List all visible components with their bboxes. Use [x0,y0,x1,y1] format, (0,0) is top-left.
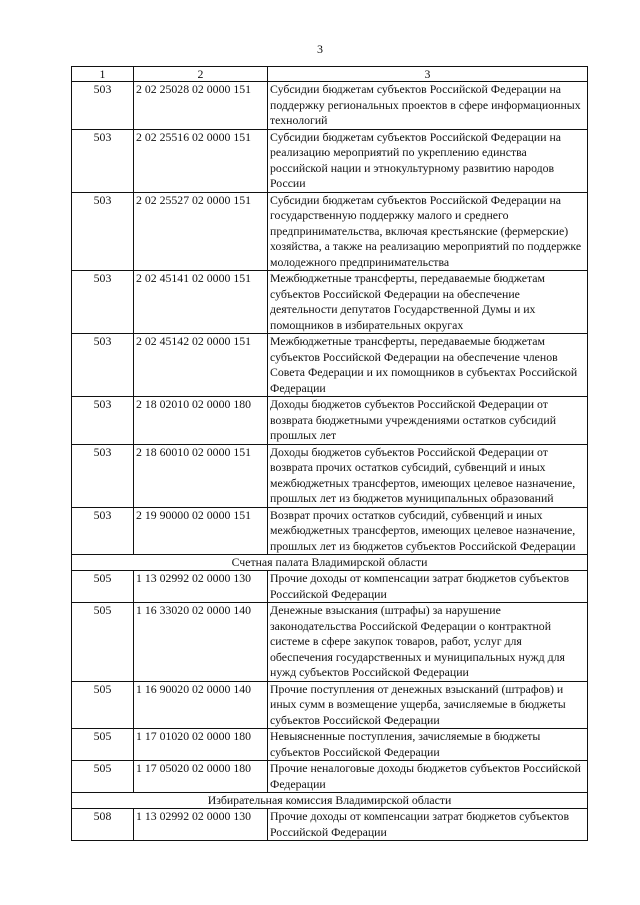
admin-code-cell: 505 [72,761,134,793]
revenue-code-cell: 2 02 25527 02 0000 151 [134,192,268,271]
section-title: Счетная палата Владимирской области [72,555,588,571]
revenue-code-cell: 1 17 01020 02 0000 180 [134,729,268,761]
admin-code-cell: 505 [72,603,134,682]
revenue-name-cell: Субсидии бюджетам субъектов Российской Федерации на государственную поддержку малого и среднего предпринимательства, включая крестьянские (фермерские) хозяйства, а также на реализацию мероприятий по поддержке молодежного предпринимательства [268,192,588,271]
revenue-code-cell: 2 18 02010 02 0000 180 [134,397,268,445]
column-header-2: 2 [134,67,268,82]
revenue-name-cell: Субсидии бюджетам субъектов Российской Федерации на поддержку региональных проектов в сфере информационных технологий [268,82,588,130]
section-header-row [72,793,588,809]
revenue-name-cell: Межбюджетные трансферты, передаваемые бюджетам субъектов Российской Федерации на обеспечение деятельности депутатов Государственной Думы и их помощников в избирательных округах [268,271,588,334]
admin-code-cell: 503 [72,82,134,130]
admin-code-cell: 503 [72,271,134,334]
page-number: 3 [317,42,323,56]
revenue-name-cell: Денежные взыскания (штрафы) за нарушение законодательства Российской Федерации о контрактной системе в сфере закупок товаров, работ, услуг для обеспечения государственных и муниципальных нужд для нужд субъектов Российской Федерации [268,603,588,682]
table-row [72,681,588,729]
revenue-name-cell: Субсидии бюджетам субъектов Российской Федерации на реализацию мероприятий по укреплению единства российской нации и этнокультурному развитию народов России [268,129,588,192]
admin-code-cell: 503 [72,444,134,507]
table-row [72,571,588,603]
revenue-code-cell: 2 18 60010 02 0000 151 [134,444,268,507]
admin-code-cell: 505 [72,681,134,729]
table-row [72,271,588,334]
revenue-name-cell: Возврат прочих остатков субсидий, субвенций и иных межбюджетных трансфертов, имеющих целевое назначение, прошлых лет из бюджетов субъектов Российской Федерации [268,507,588,555]
revenue-code-cell: 1 13 02992 02 0000 130 [134,571,268,603]
table-row [72,129,588,192]
table-row [72,192,588,271]
revenue-name-cell: Доходы бюджетов субъектов Российской Федерации от возврата прочих остатков субсидий, субвенций и иных межбюджетных трансфертов, имеющих целевое назначение, прошлых лет из бюджетов муниципальных образований [268,444,588,507]
section-title: Избирательная комиссия Владимирской области [72,793,588,809]
revenue-code-cell: 1 13 02992 02 0000 130 [134,809,268,841]
table-row [72,397,588,445]
section-header-row [72,555,588,571]
revenue-code-cell: 2 02 45141 02 0000 151 [134,271,268,334]
admin-code-cell: 505 [72,571,134,603]
admin-code-cell: 503 [72,507,134,555]
admin-code-cell: 503 [72,129,134,192]
table-row [72,809,588,841]
admin-code-cell: 503 [72,192,134,271]
table-row [72,761,588,793]
revenue-code-cell: 2 19 90000 02 0000 151 [134,507,268,555]
revenue-code-cell: 1 17 05020 02 0000 180 [134,761,268,793]
table-row [72,82,588,130]
revenue-name-cell: Доходы бюджетов субъектов Российской Федерации от возврата бюджетными учреждениями остатков субсидий прошлых лет [268,397,588,445]
revenue-name-cell: Прочие неналоговые доходы бюджетов субъектов Российской Федерации [268,761,588,793]
admin-code-cell: 508 [72,809,134,841]
revenue-name-cell: Межбюджетные трансферты, передаваемые бюджетам субъектов Российской Федерации на обеспечение членов Совета Федерации и их помощников в субъектах Российской Федерации [268,334,588,397]
admin-code-cell: 503 [72,397,134,445]
revenue-name-cell: Прочие поступления от денежных взысканий (штрафов) и иных сумм в возмещение ущерба, зачисляемые в бюджеты субъектов Российской Федерации [268,681,588,729]
revenue-code-cell: 1 16 90020 02 0000 140 [134,681,268,729]
revenue-code-cell: 2 02 45142 02 0000 151 [134,334,268,397]
table-header-row [72,67,588,82]
revenue-code-cell: 2 02 25516 02 0000 151 [134,129,268,192]
revenue-code-cell: 2 02 25028 02 0000 151 [134,82,268,130]
column-header-3: 3 [268,67,588,82]
table-row [72,334,588,397]
revenue-name-cell: Невыясненные поступления, зачисляемые в бюджеты субъектов Российской Федерации [268,729,588,761]
table-body [72,82,588,841]
column-header-1: 1 [72,67,134,82]
admin-code-cell: 503 [72,334,134,397]
revenue-name-cell: Прочие доходы от компенсации затрат бюджетов субъектов Российской Федерации [268,809,588,841]
table-row [72,729,588,761]
table-row [72,507,588,555]
admin-code-cell: 505 [72,729,134,761]
revenue-classification-table [71,66,588,841]
table-row [72,444,588,507]
revenue-code-cell: 1 16 33020 02 0000 140 [134,603,268,682]
table-row [72,603,588,682]
revenue-name-cell: Прочие доходы от компенсации затрат бюджетов субъектов Российской Федерации [268,571,588,603]
